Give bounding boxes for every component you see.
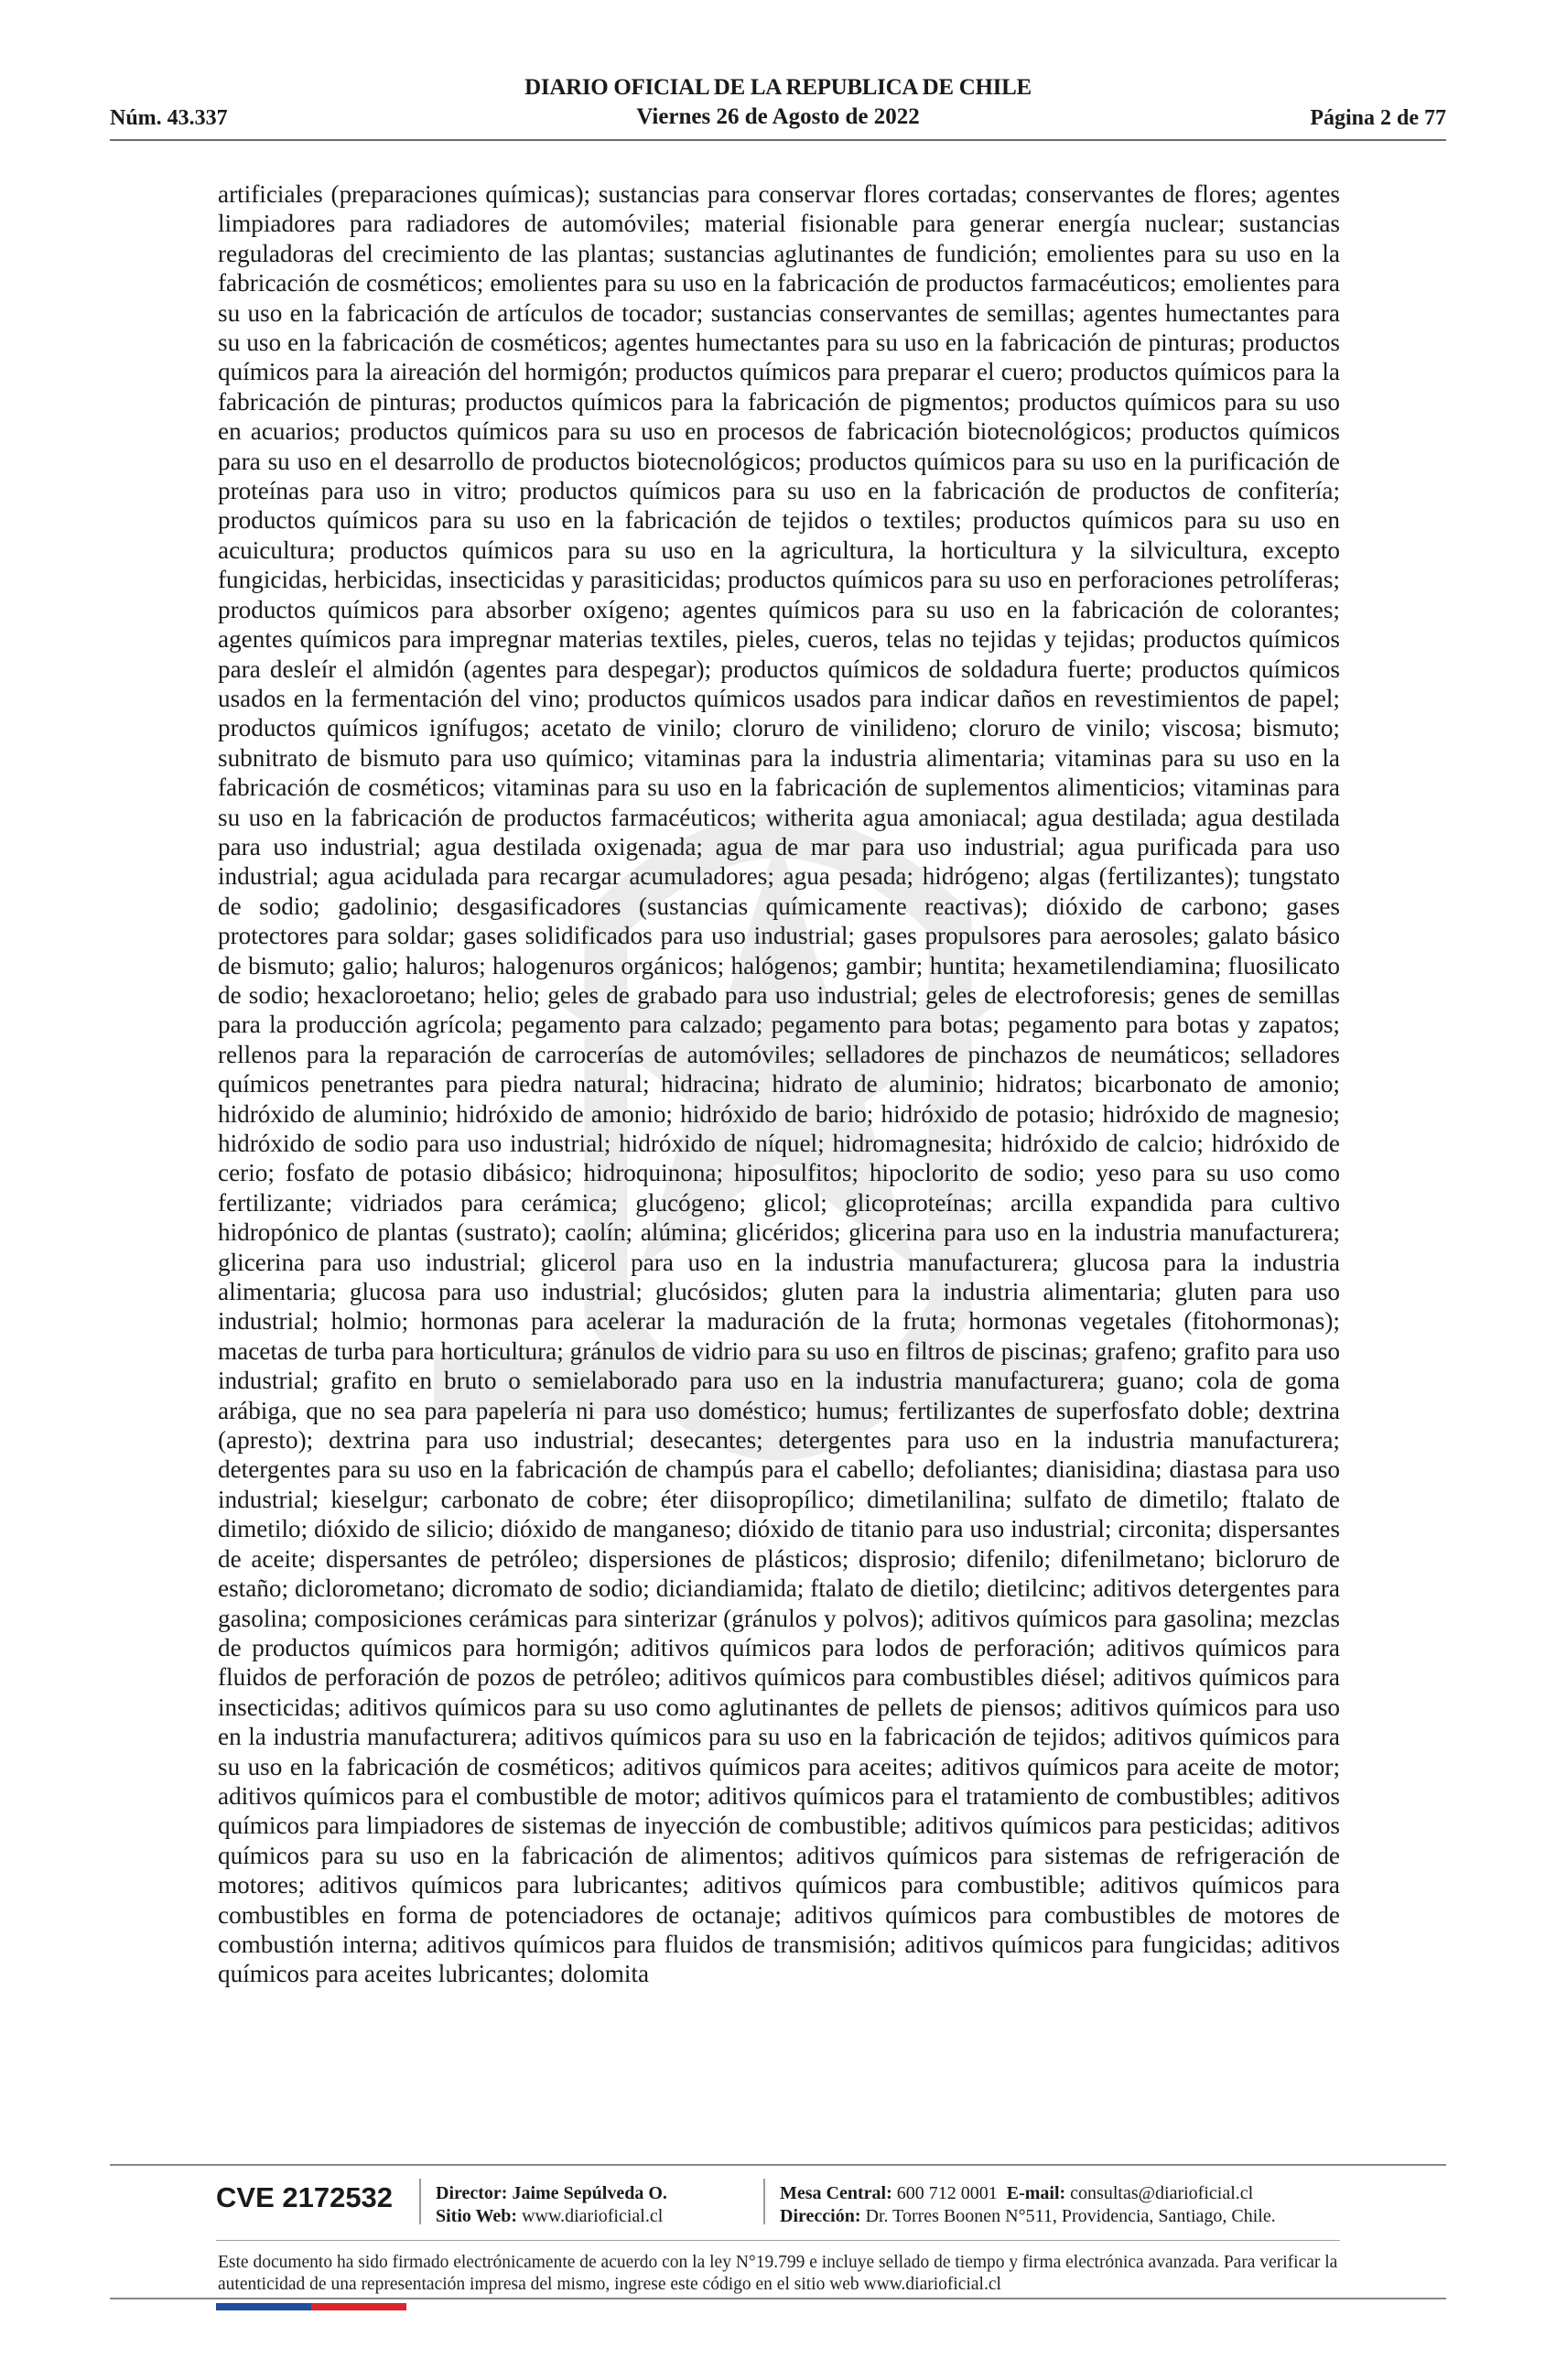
website-link[interactable]: www.diarioficial.cl xyxy=(522,2206,664,2226)
header-divider xyxy=(110,139,1446,141)
address-value: Dr. Torres Boonen N°511, Providencia, Santiago, Chile. xyxy=(865,2206,1276,2226)
legal-notice: Este documento ha sido firmado electrónicamente de acuerdo con la ley N°19.799 e incluye sellado de tiempo y firma electrónica avanzada. Para verificar la autenticidad de una representación impresa del mismo, ingrese este código en el sitio web www.diarioficial.cl xyxy=(218,2253,1338,2294)
page-number: Página 2 de 77 xyxy=(1310,106,1446,130)
flag-stripe xyxy=(216,2303,406,2310)
issue-number: Núm. 43.337 xyxy=(110,106,228,130)
email-link[interactable]: consultas@diarioficial.cl xyxy=(1070,2183,1254,2203)
flag-blue-segment xyxy=(216,2303,311,2310)
footer-divider-middle xyxy=(216,2240,1340,2241)
director-label: Director: xyxy=(436,2183,508,2203)
page-header xyxy=(110,75,1446,139)
phone-label: Mesa Central: xyxy=(780,2183,892,2203)
director-name: Jaime Sepúlveda O. xyxy=(512,2183,667,2203)
footer-separator xyxy=(763,2179,765,2224)
phone-number: 600 712 0001 xyxy=(896,2183,998,2203)
cve-code: CVE 2172532 xyxy=(216,2181,394,2213)
email-label: E-mail: xyxy=(1006,2183,1066,2203)
address-label: Dirección: xyxy=(780,2206,861,2226)
contact-block xyxy=(780,2182,1276,2228)
header-row xyxy=(110,101,1446,134)
newspaper-title: DIARIO OFICIAL DE LA REPUBLICA DE CHILE xyxy=(524,75,1032,100)
footer-separator xyxy=(419,2179,421,2224)
director-block xyxy=(436,2182,667,2228)
website-label: Sitio Web: xyxy=(436,2206,518,2226)
document-body-text: artificiales (preparaciones químicas); sustancias para conservar flores cortadas; conservantes de flores; agentes limpiadores para radiadores de automóviles; material fisionable para generar energía nuclear; sustancias reguladoras del crecimiento de las plantas; sustancias aglutinantes de fundición; emolientes para su uso en la fabricación de cosméticos; emolientes para su uso en la fabricación de productos farmacéuticos; emolientes para su uso en la fabricación de artículos de tocador; sustancias conservantes de semillas; agentes humectantes para su uso en la fabricación de cosméticos; agentes humectantes para su uso en la fabricación de pinturas; productos químicos para la aireación del hormigón; productos químicos para preparar el cuero; productos químicos para la fabricación de pinturas; productos químicos para la fabricación de pigmentos; productos químicos para su uso en acuarios; productos químicos para su uso en procesos de fabricación biotecnológicos; productos químicos para su uso en el desarrollo de productos biotecnológicos; productos químicos para su uso en la purificación de proteínas para uso in vitro; productos químicos para su uso en la fabricación de productos de confitería; productos químicos para su uso en la fabricación de tejidos o textiles; productos químicos para su uso en acuicultura; productos químicos para su uso en la agricultura, la horticultura y la silvicultura, excepto fungicidas, herbicidas, insecticidas y parasiticidas; productos químicos para su uso en perforaciones petrolíferas; productos químicos para absorber oxígeno; agentes químicos para su uso en la fabricación de colorantes; agentes químicos para impregnar materias textiles, pieles, cueros, telas no tejidas y tejidas; productos químicos para desleír el almidón (agentes para despegar); productos químicos de soldadura fuerte; productos químicos usados en la fermentación del vino; productos químicos usados para indicar daños en revestimientos de papel; productos químicos ignífugos; acetato de vinilo; cloruro de vinilideno; cloruro de vinilo; viscosa; bismuto; subnitrato de bismuto para uso químico; vitaminas para la industria alimentaria; vitaminas para su uso en la fabricación de cosméticos; vitaminas para su uso en la fabricación de suplementos alimenticios; vitaminas para su uso en la fabricación de productos farmacéuticos; witherita agua amoniacal; agua destilada; agua destilada para uso industrial; agua destilada oxigenada; agua de mar para uso industrial; agua purificada para uso industrial; agua acidulada para recargar acumuladores; agua pesada; hidrógeno; algas (fertilizantes); tungstato de sodio; gadolinio; desgasificadores (sustancias químicamente reactivas); dióxido de carbono; gases protectores para soldar; gases solidificados para uso industrial; gases propulsores para aerosoles; galato básico de bismuto; galio; haluros; halogenuros orgánicos; halógenos; gambir; huntita; hexametilendiamina; fluosilicato de sodio; hexacloroetano; helio; geles de grabado para uso industrial; geles de electroforesis; genes de semillas para la producción agrícola; pegamento para calzado; pegamento para botas; pegamento para botas y zapatos; rellenos para la reparación de carrocerías de automóviles; selladores de pinchazos de neumáticos; selladores químicos penetrantes para piedra natural; hidracina; hidrato de aluminio; hidratos; bicarbonato de amonio; hidróxido de aluminio; hidróxido de amonio; hidróxido de bario; hidróxido de potasio; hidróxido de magnesio; hidróxido de sodio para uso industrial; hidróxido de níquel; hidromagnesita; hidróxido de calcio; hidróxido de cerio; fosfato de potasio dibásico; hidroquinona; hiposulfitos; hipoclorito de sodio; yeso para su uso como fertilizante; vidriados para cerámica; glucógeno; glicol; glicoproteínas; arcilla expandida para cultivo hidropónico de plantas (sustrato); caolín; alúmina; glicéridos; glicerina para uso en la industria manufacturera; glicerina para uso industrial; glicerol para uso en la industria manufacturera; glucosa para la industria alimentaria; glucosa para uso industrial; glucósidos; gluten para la industria alimentaria; gluten para uso industrial; holmio; hormonas para acelerar la maduración de la fruta; hormonas vegetales (fitohormonas); macetas de turba para horticultura; gránulos de vidrio para su uso en filtros de piscinas; grafeno; grafito para uso industrial; grafito en bruto o semielaborado para uso en la industria manufacturera; guano; cola de goma arábiga, que no sea para papelería ni para uso doméstico; humus; fertilizantes de superfosfato doble; dextrina (apresto); dextrina para uso industrial; desecantes; detergentes para uso en la industria manufacturera; detergentes para su uso en la fabricación de champús para el cabello; defoliantes; dianisidina; diastasa para uso industrial; kieselgur; carbonato de cobre; éter diisopropílico; dimetilanilina; sulfato de dimetilo; ftalato de dimetilo; dióxido de silicio; dióxido de manganeso; dióxido de titanio para uso industrial; circonita; dispersantes de aceite; dispersantes de petróleo; dispersiones de plásticos; disprosio; difenilo; difenilmetano; bicloruro de estaño; diclorometano; dicromato de sodio; diciandiamida; ftalato de dietilo; dietilcinc; aditivos detergentes para gasolina; composiciones cerámicas para sinterizar (gránulos y polvos); aditivos químicos para gasolina; mezclas de productos químicos para hormigón; aditivos químicos para lodos de perforación; aditivos químicos para fluidos de perforación de pozos de petróleo; aditivos químicos para combustibles diésel; aditivos químicos para insecticidas; aditivos químicos para su uso como aglutinantes de pellets de piensos; aditivos químicos para uso en la industria manufacturera; aditivos químicos para su uso en la fabricación de tejidos; aditivos químicos para su uso en la fabricación de cosméticos; aditivos químicos para aceites; aditivos químicos para aceite de motor; aditivos químicos para el combustible de motor; aditivos químicos para el tratamiento de combustibles; aditivos químicos para limpiadores de sistemas de inyección de combustible; aditivos químicos para pesticidas; aditivos químicos para su uso en la fabricación de alimentos; aditivos químicos para sistemas de refrigeración de motores; aditivos químicos para lubricantes; aditivos químicos para combustible; aditivos químicos para combustibles en forma de potenciadores de octanaje; aditivos químicos para combustibles de motores de combustión interna; aditivos químicos para fluidos de transmisión; aditivos químicos para fungicidas; aditivos químicos para aceites lubricantes; dolomita xyxy=(218,180,1340,1988)
footer-divider-top xyxy=(110,2164,1446,2166)
footer-divider-bottom xyxy=(110,2298,1446,2299)
flag-red-segment xyxy=(311,2303,406,2310)
issue-date: Viernes 26 de Agosto de 2022 xyxy=(636,104,920,129)
